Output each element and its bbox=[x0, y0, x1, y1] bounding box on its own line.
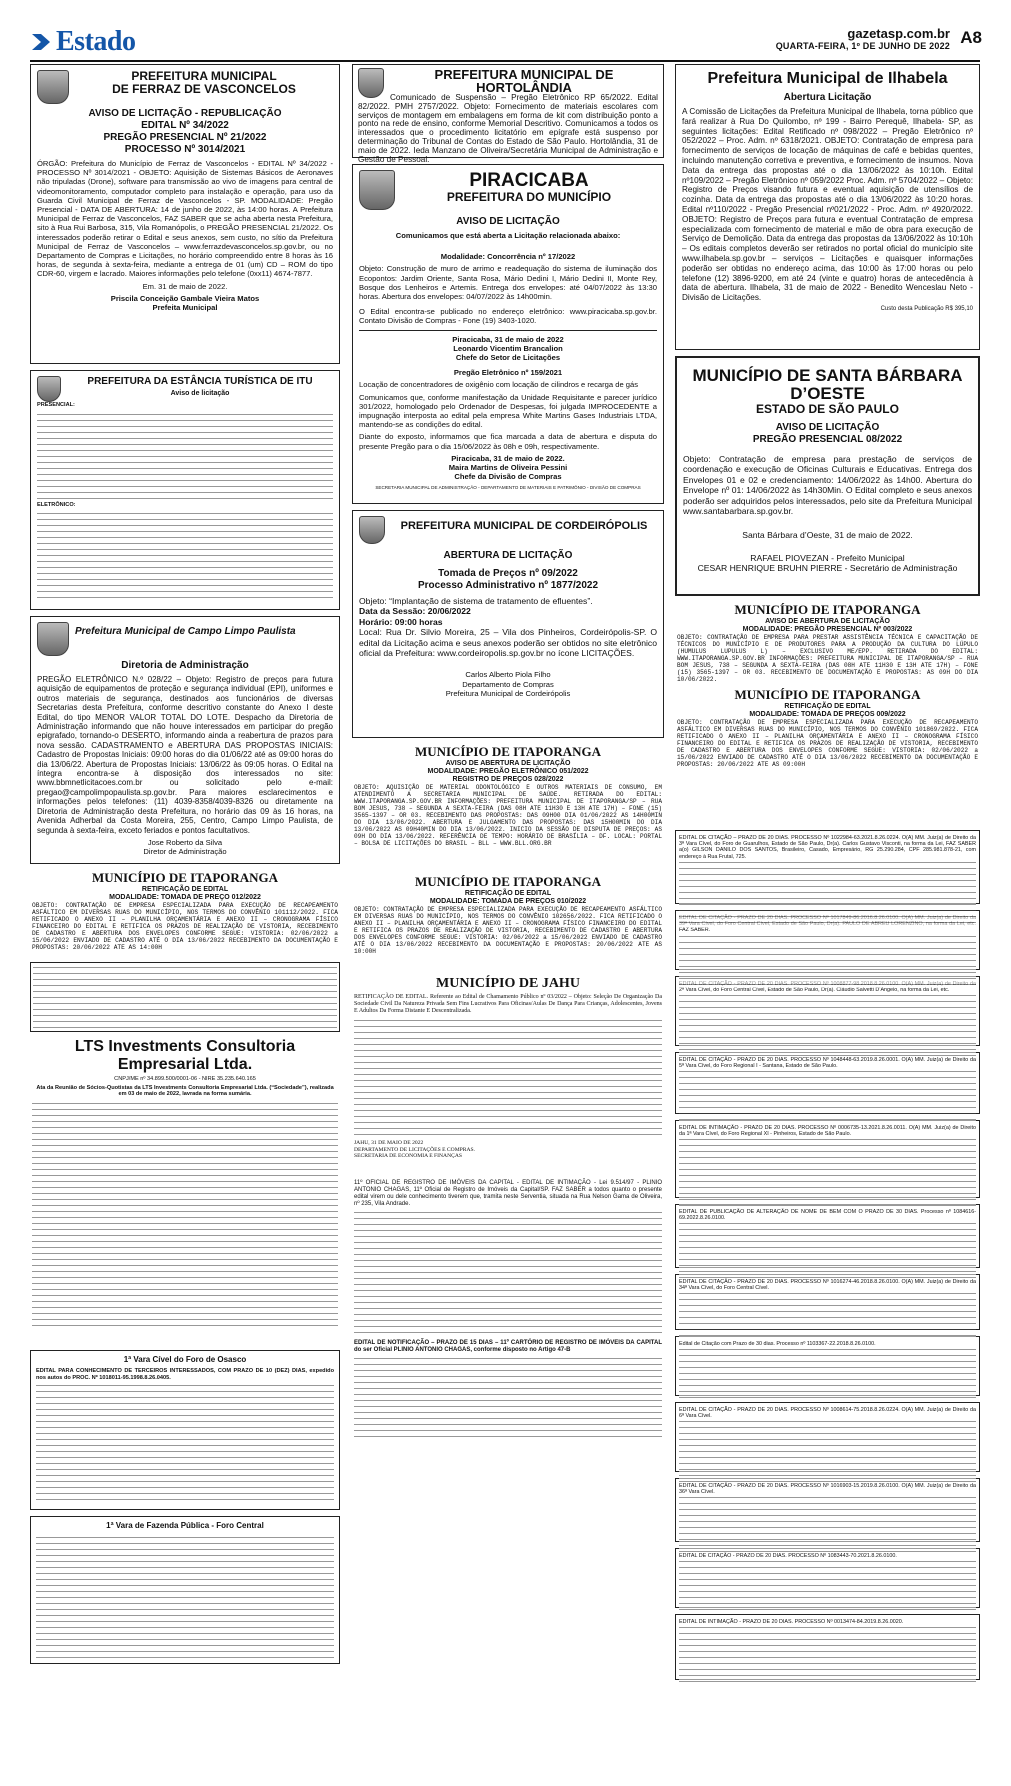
ilhabela-notice bbox=[675, 64, 980, 350]
santa-barbara-notice bbox=[675, 356, 980, 596]
citation-heading: 2ª Vara Cível, do Foro Central Cível, Estado de São Paulo, Dr(a). Cláudio Salvetti D’Angelo, na forma da Lei, etc. bbox=[679, 987, 950, 994]
column-3 bbox=[675, 64, 980, 1686]
itaporanga-notice-1 bbox=[30, 870, 340, 956]
citation-notice bbox=[675, 1614, 980, 1680]
itaporanga-notice-2 bbox=[352, 744, 664, 868]
vara-osasco-title: 1ª Vara Cível do Foro de Osasco bbox=[123, 1355, 247, 1364]
vara-osasco-notice bbox=[30, 1350, 340, 1510]
cordeiropolis-aviso: ABERTURA DE LICITAÇÃO bbox=[443, 550, 573, 561]
citation-notice bbox=[675, 1274, 980, 1330]
santa-barbara-signer1: RAFAEL PIOVEZAN - Prefeito Municipal bbox=[750, 552, 905, 563]
ferraz-date: Em. 31 de maio de 2022. bbox=[142, 281, 228, 291]
citation-text bbox=[679, 1069, 976, 1125]
itaporanga-sub2: MODALIDADE: PREGÃO PRESENCIAL Nº 003/2022 bbox=[742, 626, 913, 633]
itaporanga-notice-4 bbox=[675, 602, 980, 824]
piracicaba-body2: O Edital encontra-se publicado no endereço eletrônico: www.piracicaba.sp.gov.br. Contato Divisão de Compras - Fone (19) 3403-1020. bbox=[359, 307, 657, 326]
vara-osasco-text bbox=[36, 1383, 334, 1505]
jahu-title: MUNICÍPIO DE JAHU bbox=[436, 976, 580, 991]
lts-minutes-text bbox=[32, 1101, 338, 1326]
cordeiropolis-tomada: Tomada de Preços nº 09/2022 bbox=[438, 568, 578, 579]
itu-eletronico-text bbox=[37, 511, 333, 603]
piracicaba-date1: Piracicaba, 31 de maio de 2022 bbox=[452, 334, 564, 344]
itaporanga-sub1: AVISO DE ABERTURA DE LICITAÇÃO bbox=[765, 618, 890, 625]
campo-limpo-notice bbox=[30, 616, 340, 864]
jahu-text bbox=[354, 1018, 662, 1138]
lts-heading: Ata da Reunião de Sócios-Quotistas da LTS Investments Consultoria Empresarial Ltda. (“Sociedade”), realizada em 03 de maio de 2022, lavrada na forma sumária. bbox=[36, 1084, 334, 1098]
ferraz-notice bbox=[30, 64, 340, 364]
itaporanga-notice-3 bbox=[352, 874, 664, 970]
jahu-sec: SECRETARIA DE ECONOMIA E FINANÇAS bbox=[354, 1153, 463, 1160]
campo-limpo-title: Prefeitura Municipal de Campo Limpo Paulista bbox=[75, 626, 296, 637]
piracicaba-role2: Chefe da Divisão de Compras bbox=[454, 472, 562, 482]
itaporanga-sub1: RETIFICAÇÃO DE EDITAL bbox=[464, 890, 552, 897]
citation-heading: EDITAL DE CITAÇÃO – PRAZO DE 20 DIAS. PROCESSO Nº 1022984-63.2021.8.26.0224. O(A) MM. Juiz(a) de Direito da 3ª Vara Cível, do Foro de Guarulhos, Estado de São Paulo, Dr(a). Carlos Gustavo Visconti, na forma da Lei, FAZ SABER a(o) GILSON DANILO DOS SANTOS, Brasileiro, Casado, Empresário, RG 25.290.284, CPF 285.981.878-21, com endereço à Rua Frutal, 725. bbox=[679, 835, 976, 860]
cordeiropolis-title: PREFEITURA MUNICIPAL DE CORDEIRÓPOLIS bbox=[400, 520, 648, 532]
citation-text bbox=[679, 934, 976, 988]
ferraz-signer: Priscila Conceição Gambale Vieira Matos bbox=[110, 293, 260, 303]
itu-sub: Aviso de licitação bbox=[170, 390, 230, 397]
piracicaba-mod: Modalidade: Concorrência nº 17/2022 bbox=[440, 252, 576, 262]
newspaper-logo[interactable] bbox=[30, 26, 135, 58]
lts-notice bbox=[30, 1038, 340, 1344]
piracicaba-role1: Chefe do Setor de Licitações bbox=[455, 353, 561, 363]
ferraz-processo: PROCESSO Nº 3014/2021 bbox=[124, 144, 246, 155]
citation-text bbox=[679, 1291, 976, 1341]
citation-text bbox=[679, 1347, 976, 1401]
vara-fazenda-title: 1ª Vara de Fazenda Pública - Foro Central bbox=[106, 1521, 264, 1530]
piracicaba-signer1: Leonardo Vicentim Brancalion bbox=[453, 343, 563, 353]
piracicaba-notice bbox=[352, 164, 664, 504]
piracicaba-pregao: Pregão Eletrônico nº 159/2021 bbox=[453, 368, 563, 378]
vara-fazenda-text bbox=[36, 1535, 334, 1663]
itaporanga-title: MUNICÍPIO DE ITAPORANGA bbox=[414, 744, 602, 759]
santa-barbara-body: Objeto: Contratação de empresa para prestação de serviços de coordenação e execução de Oficinas Culturais e Educativas. Entrega dos Envelopes 01 e 02 e credenciamento: 14/06/2022 às 14h00. Abertura do Envelope nº 01: 14/06/2022 às 14h30Min. O Edital completo e seus anexos poderão ser adquiridos pelos interessados, pelo site da Prefeitura Municipal www.santabarbara.sp.gov.br. bbox=[683, 454, 973, 517]
citation-text bbox=[679, 993, 976, 1057]
column-2 bbox=[352, 64, 664, 1436]
itaporanga-body: OBJETO: CONTRATAÇÃO DE EMPRESA ESPECIALIZADA PARA EXECUÇÃO DE RECAPEAMENTO ASFÁLTICO EM DIVERSAS RUAS DO MUNICÍPIO, NOS TERMOS DO CONVÊNIO 102656/2022. FICA RETIFICADO O ANEXO II – PLANILHA ORÇAMENTÁRIA E ANEXO II – CRONOGRAMA FÍSICO FINANCEIRO DO EDITAL E RETIFICA OS PRAZOS DE REALIZAÇÃO DE VISTORIA, RECEBIMENTO DE CADASTRO E ABERTURA DOS ENVELOPES CONFORME SEGUE: VISTORIA: 02/06/2022 a 15/06/2022 ENVIADO DE CADASTRO ATÉ O DIA 13/06/2022 RECEBIMENTO DA DOCUMENTAÇÃO E PROPOSTAS: 20/06/2022 ATE AS 10:00H bbox=[354, 906, 662, 955]
citation-heading: EDITAL DE PUBLICAÇÃO DE ALTERAÇÃO DE NOME DE BEM COM O PRAZO DE 30 DIAS. Processo nº 1084616-69.2022.8.26.0100. bbox=[679, 1209, 976, 1222]
citation-heading: EDITAL DE CITAÇÃO - PRAZO DE 20 DIAS. PROCESSO Nº 1008614-75.2018.8.26.0224. O(A) MM. Juiz(a) de Direito da 6ª Vara Cível. bbox=[679, 1407, 976, 1420]
site-url[interactable]: gazetasp.com.br bbox=[847, 26, 950, 41]
santa-barbara-title: MUNICÍPIO DE SANTA BÁRBARA D’OESTE bbox=[692, 366, 963, 403]
crest-icon bbox=[37, 70, 69, 104]
ferraz-signer-role: Prefeita Municipal bbox=[152, 303, 218, 313]
jahu-date: JAHU, 31 DE MAIO DE 2022 bbox=[354, 1140, 424, 1146]
itaporanga-sub2: MODALIDADE: PREGÃO ELETRÔNICO 051/2022 bbox=[427, 768, 589, 775]
page-number: A8 bbox=[960, 28, 982, 47]
campo-limpo-signer: Jose Roberto da Silva bbox=[147, 837, 223, 847]
ilhabela-cost-note: Custo desta Publicação R$ 395,10 bbox=[880, 305, 973, 312]
lts-title1: LTS Investments Consultoria bbox=[74, 1038, 296, 1055]
ferraz-title2: DE FERRAZ DE VASCONCELOS bbox=[112, 82, 296, 96]
itu-presencial-label: PRESENCIAL: bbox=[37, 402, 75, 408]
ferraz-notice-type: AVISO DE LICITAÇÃO - REPUBLICAÇÃO bbox=[88, 108, 282, 119]
cordeiropolis-sessao: Data da Sessão: 20/06/2022 bbox=[359, 606, 471, 617]
ferraz-title1: PREFEITURA MUNICIPAL bbox=[131, 69, 277, 83]
santa-barbara-sub: ESTADO DE SÃO PAULO bbox=[756, 402, 899, 416]
ilhabela-sub: Abertura Licitação bbox=[783, 92, 872, 103]
itu-notice bbox=[30, 370, 340, 610]
header-info bbox=[776, 26, 980, 51]
citation-notice bbox=[675, 1336, 980, 1396]
ferraz-body: ÓRGÃO: Prefeitura do Município de Ferraz de Vasconcelos - EDITAL Nº 34/2022 - PROCESSO Nº 3014/2021 - OBJETO: Aquisição de Sistemas Básicos de Aeronaves não tripuladas (Drone), software para transmissão ao vivo de imagens para central de videomonitoramento, computador completo para instalação e operação, para uso da Guarda Civil Municipal de Ferraz de Vasconcelos - SP. MODALIDADE: Pregão Presencial - DATA DE ABERTURA: 14 de junho de 2022, às 14:00 horas. A Prefeitura Municipal de Ferraz de Vasconcelos, FAZ SABER que se acha aberta nesta Prefeitura, sito à Rua Rui Barbosa, 315, Vila Romanópolis, o PREGÃO PRESENCIAL 21/2022. Os interessados poderão retirar o Edital e seus anexos, sem custo, no sítio da Prefeitura Municipal de Ferraz de Vasconcelos – www.ferrazdevasconcelos.sp.gov.br, ou no Departamento de Compras e Licitações, no horário compreendido entre 8 horas às 16 horas, de segunda à sexta-feira, mediante a entrega de 01 (um) CD – ROM do tipo CDR-60, virgem e lacrado. Maiores informações pelo telefone (0xx11) 4674-7877. bbox=[37, 159, 333, 279]
itaporanga-title2: MUNICÍPIO DE ITAPORANGA bbox=[734, 687, 921, 702]
crest-icon bbox=[359, 516, 385, 544]
itu-title: PREFEITURA DA ESTÂNCIA TURÍSTICA DE ITU bbox=[87, 376, 313, 387]
itaporanga-sub1: RETIFICAÇÃO DE EDITAL bbox=[141, 886, 229, 893]
hortolandia-notice bbox=[352, 64, 664, 164]
citation-notice bbox=[675, 1052, 980, 1114]
citation-text bbox=[679, 1419, 976, 1483]
crest-icon bbox=[37, 376, 61, 402]
cordeiropolis-signer: Carlos Alberto Piola Filho bbox=[465, 670, 551, 680]
ferraz-edital: EDITAL Nº 34/2022 bbox=[141, 120, 229, 131]
citation-notice bbox=[675, 1548, 980, 1608]
citation-notice bbox=[675, 830, 980, 904]
campo-limpo-sub: Diretoria de Administração bbox=[121, 660, 249, 671]
citation-text bbox=[679, 1625, 976, 1685]
piracicaba-body1: Objeto: Construção de muro de arrimo e readequação do sistema de iluminação dos Ecopontos: Jardim Oriente, Santa Rosa, Mário Dedini I, Mário Dedini II, Monte Rey, Bosque dos Lenheiros e Artemis. Entrega dos envelopes: até 04/07/2022 às 13:30 horas. Abertura dos envelopes: 04/07/2022 às 14h00min. bbox=[359, 264, 657, 302]
piracicaba-aviso: AVISO DE LICITAÇÃO bbox=[456, 216, 560, 227]
cordeiropolis-notice bbox=[352, 510, 664, 738]
campo-limpo-signer-role: Diretor de Administração bbox=[143, 847, 227, 857]
citation-text bbox=[679, 1495, 976, 1553]
citation-notice bbox=[30, 962, 340, 1032]
citation-heading: EDITAL DE INTIMAÇÃO - PRAZO DE 20 DIAS. PROCESSO Nº 0006735-13.2021.8.26.0011. O(A) MM. Juiz(a) de Direito da 1ª Vara Cível, do Foro Regional XI - Pinheiros, Estado de São Paulo. bbox=[679, 1125, 976, 1138]
campo-limpo-body: PREGÃO ELETRÔNICO N.º 028/22 – Objeto: Registro de preços para futura aquisição de equipamentos de proteção e segurança individual (EPI), uniformes e outros materiais de segurança, destinados aos funcionários de diversas Secretarias desta Prefeitura, conforme descritivo constante do Anexo I deste Edital, do tipo MENOR VALOR TOTAL DO LOTE. Despacho da Diretoria de Administração informando que não houve interessados em participar do pregão epigrafado, tornando-o DESERTO, informando ainda a reabertura de prazos para nova sessão. CADASTRAMENTO e ABERTURA DAS PROPOSTAS INICIAIS: Cadastro de Propostas Iniciais: 09:00 horas do dia 01/06/22 até as 09:00 horas do dia 13/06/22. Abertura de Propostas Iniciais: 13/06/22 às 09:05 horas. O Edital na íntegra encontra-se à disposição dos interessados no site: www.bbmnetlicitacoes.com.br ou solicitado pelo e-mail: pregao@campolimpopaulista.sp.gov.br. Para maiores esclarecimentos e informações pelos telefones: (11) 4039-8358/4039-8326 ou diretamente na Diretoria de Administração desta Prefeitura, no horário das 09 às 16 horas, na Avenida Adherbal da Costa Moreira, 255, Centro, Campo Limpo Paulista, de segunda à sexta-feira, exceto feriados e pontos facultativos. bbox=[37, 675, 333, 835]
cordeiropolis-objeto: Objeto: “Implantação de sistema de tratamento de efluentes”. bbox=[359, 596, 593, 606]
ferraz-pregao: PREGÃO PRESENCIAL Nº 21/2022 bbox=[103, 132, 267, 143]
vara-fazenda-notice bbox=[30, 1516, 340, 1664]
jahu-body: RETIFICAÇÃO DE EDITAL. Referente ao Edital de Chamamento Público nº 03/2022 – Objeto: Seleção De Organização Da Sociedade Civil Da Natureza Privada Sem Fins Lucrativos Para Oficinas/Aulas De Dança Para Crianças, Adolescentes, Jovens E Adultos Da Forma Distante E Descentralizada. bbox=[354, 994, 662, 1014]
jahu-notice bbox=[352, 976, 664, 1174]
citation-text bbox=[679, 860, 976, 928]
logo-text: Estado bbox=[56, 26, 136, 57]
cordeiropolis-body: Local: Rua Dr. Silvio Moreira, 25 – Vila dos Pinheiros, Cordeirópolis-SP. O edital da Licitação acima e seus anexos poderão ser obtidos no site eletrônico oficial da Prefeitura: www.cordeiropolis.sp.gov.br no ícone LICITAÇÕES. bbox=[359, 627, 657, 659]
hortolandia-title: PREFEITURA MUNICIPAL DE HORTOLÂNDIA bbox=[434, 67, 614, 95]
citation-notice bbox=[675, 1402, 980, 1472]
masthead bbox=[30, 24, 980, 58]
citation-list bbox=[675, 830, 980, 1680]
registro-text2 bbox=[354, 1356, 662, 1442]
citation-notice bbox=[675, 1204, 980, 1268]
piracicaba-body4: Comunicamos que, conforme manifestação da Unidade Requisitante e parecer jurídico 301/2022, homologado pelo Ordenador de Despesas, foi julgada IMPROCEDENTE a impugnação interposta ao edital pela empresa White Martins Gases Industriais LTDA, mantendo-se as condições do edital. bbox=[359, 392, 657, 430]
santa-barbara-pregao: PREGÃO PRESENCIAL 08/2022 bbox=[752, 434, 903, 445]
registro-body: 11º OFICIAL DE REGISTRO DE IMÓVEIS DA CAPITAL - EDITAL DE INTIMAÇÃO - Lei 9.514/97 - PLINIO ANTONIO CHAGAS, 11º Oficial de Registro de Imóveis da Capital/SP. FAZ SABER a todos quanto o presente edital virem ou dele conhecimento tiverem que, tramita neste Serventia, situada na Rua Nelson Gama de Oliveira, nº 235, Vila Andrade. bbox=[354, 1180, 662, 1207]
header-rule bbox=[30, 60, 980, 62]
citation-heading: Edital de Citação com Prazo de 30 dias. Processo nº 1103367-22.2018.8.26.0100. bbox=[679, 1341, 876, 1347]
citation-notice bbox=[675, 1120, 980, 1198]
piracicaba-title2: PREFEITURA DO MUNICÍPIO bbox=[446, 190, 612, 204]
registro-notice bbox=[352, 1180, 664, 1430]
citation-text bbox=[679, 1137, 976, 1209]
itaporanga-sub1: AVISO DE ABERTURA DE LICITAÇÃO bbox=[445, 760, 571, 767]
itaporanga-body2: OBJETO: CONTRATAÇÃO DE EMPRESA ESPECIALIZADA PARA EXECUÇÃO DE RECAPEAMENTO ASFÁLTICO EM DIVERSAS RUAS DO MUNICÍPIO, NOS TERMOS DO CONVÊNIO 101869/2022. FICA RETIFICADO O ANEXO II – PLANILHA ORÇAMENTÁRIA E ANEXO II – CRONOGRAMA FÍSICO FINANCEIRO DO EDITAL E RETIFICA OS PRAZOS DE REALIZAÇÃO DE VISTORIA, RECEBIMENTO DE CADASTRO E ABERTURA DOS ENVELOPES CONFORME SEGUE: VISTORIA: 02/06/2022 a 15/06/2022 ENVIADO DE CADASTRO ATÉ O DIA 13/06/2022 RECEBIMENTO DA DOCUMENTAÇÃO E PROPOSTAS: 20/06/2022 ATE AS 09:00H bbox=[677, 719, 978, 768]
piracicaba-date2: Piracicaba, 31 de maio de 2022. bbox=[451, 453, 565, 463]
citation-text bbox=[679, 1221, 976, 1279]
cordeiropolis-role1: Departamento de Compras bbox=[462, 679, 554, 689]
ilhabela-body: A Comissão de Licitações da Prefeitura Municipal de Ilhabela, torna público que fará realizar à Rua Do Quilombo, nº 199 - Bairro Perequê, Ilhabela- SP, as seguintes licitações: Edital Retificado nº 098/2022 – Pregão Eletrônico nº 052/2022 – Proc. Adm. nº 6318/2021. OBJETO: Contratação de empresa para fornecimento de serviços de locação de máquinas de café e bebidas quentes, incluindo manutenção corretiva e preventiva, e fornecimento de insumos. Nova Data da entrega das propostas até o dia 13/06/2022 às 10:10h. Edital nº109/2022 – Pregão Eletrônico nº 059/2022 Proc. Adm. nº 5704/2022 – Objeto: Registro de Preços visando futura e eventual aquisição de utensílios de cozinha. Data da entrega das propostas até o dia 13/06/2022 às 10:20 horas. Edital nº110/2022 - Pregão Presencial nº021/2022 - Proc. Adm. nº 4920/2022. OBJETO: Registro de Preços para futura e eventual Contratação de empresa especializada com fornecimento de material e mão de obra para execução de Serviço de Demolição. Data da entrega das propostas da 13/06/2022 às 10:10h – Os editais completos deverão ser retirados no portal oficial do município site www.ilhabela.sp.gov.br – serviços – Licitações e quaisquer informações poderão ser obtidas no endereço acima, das 10:00 às 17:00 horas ou pelo telefone (12) 3896-9200, em até 24 (vinte e quatro) horas de antecedência à data de abertura. Ilhabela, 31 de maio de 2022 - Benedito Wenceslau Neto - Divisão de Licitações. bbox=[682, 107, 973, 303]
citation-heading: EDITAL DE CITAÇÃO - PRAZO DE 20 DIAS. PROCESSO Nº 1016274-46.2018.8.26.0100. O(A) MM. Juiz(a) de Direito da 34ª Vara Cível, do Foro Central Cível. bbox=[679, 1279, 976, 1292]
itaporanga-title: MUNICÍPIO DE ITAPORANGA bbox=[734, 602, 921, 617]
itaporanga-sub3: RETIFICAÇÃO DE EDITAL bbox=[784, 703, 871, 710]
santa-barbara-signer2: CESAR HENRIQUE BRUHN PIERRE - Secretário de Administração bbox=[697, 563, 958, 574]
citation-heading: EDITAL DE CITAÇÃO - PRAZO DE 20 DIAS. PROCESSO Nº 1048448-63.2019.8.26.0001. O(A) MM. Juiz(a) de Direito da 5ª Vara Cível, do Foro Regional I - Santana, Estado de São Paulo. bbox=[679, 1057, 976, 1070]
itu-presencial-text bbox=[37, 412, 333, 500]
citation-heading: EDITAL DE CITAÇÃO - PRAZO DE 20 DIAS. PROCESSO Nº 1083443-70.2021.8.26.0100. bbox=[679, 1553, 897, 1559]
itaporanga-sub3: REGISTRO DE PREÇOS 028/2022 bbox=[452, 776, 564, 783]
piracicaba-title1: PIRACICABA bbox=[469, 170, 589, 191]
citation-text bbox=[679, 1559, 976, 1613]
registro-text bbox=[354, 1210, 662, 1338]
itaporanga-title: MUNICÍPIO DE ITAPORANGA bbox=[91, 870, 279, 885]
jahu-dept: DEPARTAMENTO DE LICITAÇÕES E COMPRAS. bbox=[354, 1146, 476, 1153]
edition-date: QUARTA-FEIRA, 1º DE JUNHO DE 2022 bbox=[775, 41, 950, 51]
santa-barbara-aviso: AVISO DE LICITAÇÃO bbox=[775, 422, 880, 433]
ilhabela-title: Prefeitura Municipal de Ilhabela bbox=[707, 70, 948, 87]
citation-text bbox=[33, 965, 337, 1029]
crest-icon bbox=[358, 68, 384, 98]
column-1 bbox=[30, 64, 340, 1670]
itaporanga-body: OBJETO: AQUISIÇÃO DE MATERIAL ODONTOLÓGICO E OUTROS MATERIAIS DE CONSUMO, EM ATENDIMENTO A SECRETARIA MUNICIPAL DE SAÚDE. RETIRADA DO EDITAL: WWW.ITAPORANGA.SP.GOV.BR INFORMAÇÕES: PREFEITURA MUNICIPAL DE ITAPORANGA/SP – RUA BOM JESUS, 738 – SEGUNDA A SEXTA-FEIRA (DAS 08H ATE 11H30 E 13H ATE 17H) – FONE (15) 3565-1397 – OR 03. RECEBIMENTO DAS PROPOSTAS: DAS 09H00 DIA 01/06/2022 AS 14H00MIN DO DIA 13/06/2022. ABERTURA E JULGAMENTO DAS PROPOSTAS: DAS 15H00MIN DO DIA 13/06/2022 AS 09H40MIN DO DIA 13/06/2022. INICIO DA SESSÃO DE DISPUTA DE PREÇOS: AS 09H DO DIA 13/06/2022. REFERÊNCIA DE TEMPO: HORÁRIO DE BRASÍLIA – DF. LOCAL: PORTAL – BOLSA DE LICITAÇÕES DO BRASIL – BLL – WWW.BLL.ORG.BR bbox=[354, 784, 662, 847]
itaporanga-sub2: MODALIDADE: TOMADA DE PREÇOS 010/2022 bbox=[429, 898, 587, 905]
citation-heading: EDITAL DE INTIMAÇÃO - PRAZO DE 20 DIAS. PROCESSO Nº 0013474-84.2019.8.26.0020. bbox=[679, 1619, 904, 1625]
itaporanga-body: OBJETO: CONTRATAÇÃO DE EMPRESA ESPECIALIZADA PARA EXECUÇÃO DE RECAPEAMENTO ASFÁLTICO EM DIVERSAS RUAS DO MUNICÍPIO, NOS TERMOS DO CONVÊNIO 101112/2022. FICA RETIFICADO O ANEXO II – PLANILHA ORÇAMENTÁRIA E ANEXO II – CRONOGRAMA FÍSICO FINANCEIRO DO EDITAL E RETIFICA OS PRAZOS DE REALIZAÇÃO DE VISTORIA, RECEBIMENTO DE CADASTRO E ABERTURA DOS ENVELOPES CONFORME SEGUE: VISTORIA: 02/06/2022 a 15/06/2022 ENVIADO DE CADASTRO ATÉ O DIA 13/06/2022 RECEBIMENTO DA DOCUMENTAÇÃO E PROPOSTAS: 20/06/2022 ATE AS 14:00H bbox=[32, 902, 338, 951]
itaporanga-title: MUNICÍPIO DE ITAPORANGA bbox=[414, 874, 602, 889]
itaporanga-sub2: MODALIDADE: TOMADA DE PREÇO 012/2022 bbox=[109, 894, 261, 901]
citation-heading: FAZ SABER. bbox=[679, 927, 711, 934]
piracicaba-footer: SECRETARIA MUNICIPAL DE ADMINISTRAÇÃO - DEPARTAMENTO DE MATERIAIS E PATRIMÔNIO - DIVISÃO DE COMPRAS bbox=[375, 485, 641, 491]
santa-barbara-date: Santa Bárbara d’Oeste, 31 de maio de 2022. bbox=[742, 530, 913, 541]
lts-title2: Empresarial Ltda. bbox=[117, 1056, 253, 1073]
piracicaba-intro: Comunicamos que está aberta a Licitação relacionada abaixo: bbox=[395, 231, 621, 240]
cordeiropolis-role2: Prefeitura Municipal de Cordeirópolis bbox=[445, 688, 571, 698]
lts-cnpj: CNPJ/ME nº 34.899.500/0001-06 - NIRE 35.235.640.165 bbox=[114, 1076, 256, 1082]
itaporanga-sub4: MODALIDADE: TOMADA DE PREÇOS 009/2022 bbox=[749, 711, 906, 718]
citation-heading: EDITAL DE CITAÇÃO - PRAZO DE 20 DIAS. PROCESSO Nº 1016903-15.2019.8.26.0100. O(A) MM. Juiz(a) de Direito da 36ª Vara Cível. bbox=[679, 1483, 976, 1496]
cordeiropolis-processo: Processo Administrativo nº 1877/2022 bbox=[417, 580, 599, 591]
registro-body2: EDITAL DE NOTIFICAÇÃO – PRAZO DE 15 DIAS – 11º CARTÓRIO DE REGISTRO DE IMÓVEIS DA CAPITAL do ser Oficial PLINIO ANTONIO CHAGAS, conforme disposto no Artigo 47-B bbox=[354, 1340, 662, 1353]
itu-eletronico-label: ELETRÔNICO: bbox=[37, 501, 76, 508]
crest-icon bbox=[359, 170, 395, 210]
arrow-logo-icon bbox=[30, 31, 52, 53]
piracicaba-body5: Diante do exposto, informamos que fica marcada a data de abertura e disputa do presente Pregão para o dia 15/06/2022 às 08h e 09h, respectivamente. bbox=[359, 432, 657, 451]
cordeiropolis-horario: Horário: 09:00 horas bbox=[359, 616, 443, 627]
crest-icon bbox=[37, 622, 69, 656]
itaporanga-body1: OBJETO: CONTRATAÇÃO DE EMPRESA PARA PRESTAR ASSISTÊNCIA TÉCNICA E CAPACITAÇÃO DE TÉCNICOS DO MUNICÍPIO E DE PRODUTORES PARA A PRODUÇÃO DA CULTURA DO LÚPULO (HUMULUS LUPULUS L) – EXCLUSIVO ME/EPP. RETIRADA DO EDITAL: WWW.ITAPORANGA.SP.GOV.BR INFORMAÇÕES: PREFEITURA MUNICIPAL DE ITAPORANGA/SP – RUA BOM JESUS, 738 – SEGUNDA A SEXTA-FEIRA (DAS 08H ATE 11H30 E 13H ATE 17H) – FONE (15) 3565-1397 – OR 03. RECEBIMENTO DE DOCUMENTAÇÃO E PROPOSTAS: AS 09H DO DIA 10/06/2022. bbox=[677, 634, 978, 683]
piracicaba-body3: Locação de concentradores de oxigênio com locação de cilindros e recarga de gás bbox=[359, 380, 639, 390]
citation-notice bbox=[675, 1478, 980, 1542]
piracicaba-signer2: Maira Martins de Oliveira Pessini bbox=[448, 463, 568, 473]
vara-osasco-body: EDITAL PARA CONHECIMENTO DE TERCEIROS INTERESSADOS, COM PRAZO DE 10 (DEZ) DIAS, expedido nos autos do PROC. Nº 1018011-95.1998.8.26.0405. bbox=[36, 1368, 334, 1381]
hortolandia-body: Comunicado de Suspensão – Pregão Eletrônico RP 65/2022. Edital 82/2022. PMH 2757/2022. Objeto: Fornecimento de materiais escolares com serviços de montagem em embalagens em forma de kit com distribuição ponto a ponto na rede de ensino, conforme Memorial Descritivo. Comunicamos a todos os interessados que o procedimento licitatório em epígrafe está suspenso por determinação do Tribunal de Contas do Estado de São Paulo. Hortolândia, 31 de maio de 2022. Ieda Manzano de Oliveira/Secretária Municipal de Administração e Gestão de Pessoal. bbox=[358, 93, 658, 164]
